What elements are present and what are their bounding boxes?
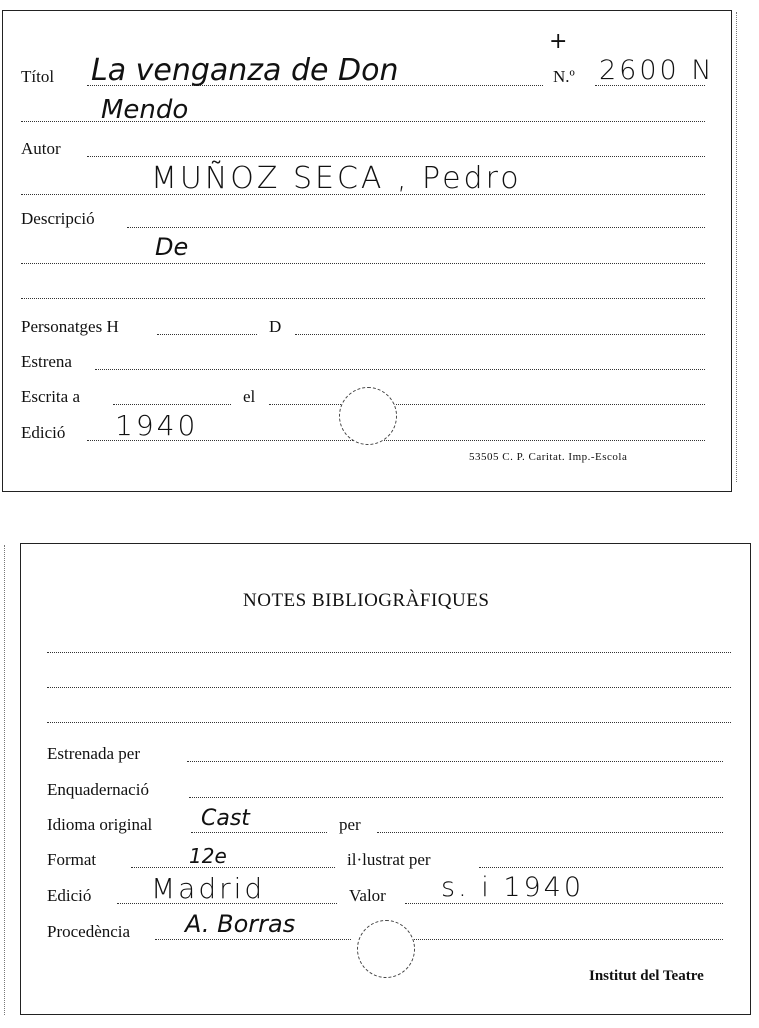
punch-hole: [339, 387, 397, 445]
edicio-back-label: Edició: [47, 886, 92, 905]
procedencia-line-2: [411, 939, 723, 940]
valor-line: [405, 903, 723, 904]
edicio-label: Edició: [21, 423, 66, 442]
descripcio-value: De: [155, 233, 189, 261]
notes-line-1: [47, 652, 731, 653]
numero-value: 2600 N: [599, 55, 715, 86]
escrita-label: Escrita a: [21, 387, 80, 406]
personatges-label: Personatges H: [21, 317, 119, 336]
procedencia-line: [155, 939, 351, 940]
scan-edge-noise-left: [4, 545, 19, 1015]
edicio-value: 1940: [115, 409, 199, 442]
personatges-d-line: [295, 334, 705, 335]
estrenada-line: [187, 761, 723, 762]
notes-line-3: [47, 722, 731, 723]
autor-value: MUÑOZ SECA , Pedro: [151, 161, 522, 196]
edicio-back-value: Madrid: [151, 872, 266, 905]
titol-value: La venganza de Don: [91, 53, 399, 88]
descripcio-line: [127, 227, 705, 228]
punch-hole-back: [357, 920, 415, 978]
idioma-per-line: [377, 832, 723, 833]
descripcio-label: Descripció: [21, 209, 95, 228]
descripcio-line-3: [21, 298, 705, 299]
estrena-line: [95, 369, 705, 370]
idioma-line: [191, 832, 327, 833]
scan-edge-noise-right: [736, 12, 751, 482]
format-line: [131, 867, 335, 868]
estrenada-label: Estrenada per: [47, 744, 140, 763]
autor-line: [87, 156, 705, 157]
format-label: Format: [47, 850, 97, 869]
cross-mark: +: [549, 29, 568, 54]
valor-value: s. i 1940: [441, 872, 585, 903]
titol-value-line2: Mendo: [101, 95, 189, 125]
idioma-per-label: per: [339, 815, 361, 834]
notes-heading: NOTES BIBLIOGRÀFIQUES: [243, 590, 490, 611]
personatges-h-line: [157, 334, 257, 335]
printer-imprint: 53505 C. P. Caritat. Imp.-Escola: [469, 451, 628, 463]
illustrat-line: [479, 867, 723, 868]
enquadernacio-label: Enquadernació: [47, 780, 149, 799]
enquadernacio-line: [189, 797, 723, 798]
escrita-line: [113, 404, 231, 405]
format-value: 12e: [189, 844, 227, 868]
numero-label: N.º: [553, 67, 575, 86]
catalog-card-front: [2, 10, 732, 492]
estrena-label: Estrena: [21, 352, 72, 371]
institut-stamp: Institut del Teatre: [589, 968, 704, 984]
titol-label: Títol: [21, 67, 55, 86]
notes-line-2: [47, 687, 731, 688]
escrita-el-label: el: [243, 387, 256, 406]
escrita-el-line: [269, 404, 705, 405]
autor-label: Autor: [21, 139, 61, 158]
catalog-card-back: [20, 543, 751, 1015]
valor-label: Valor: [349, 886, 386, 905]
idioma-label: Idioma original: [47, 815, 153, 834]
idioma-value: Cast: [201, 806, 250, 831]
personatges-d-label: D: [269, 317, 282, 336]
illustrat-label: il·lustrat per: [347, 850, 431, 869]
procedencia-value: A. Borras: [185, 910, 296, 938]
procedencia-label: Procedència: [47, 922, 131, 941]
descripcio-line-2: [21, 263, 705, 264]
